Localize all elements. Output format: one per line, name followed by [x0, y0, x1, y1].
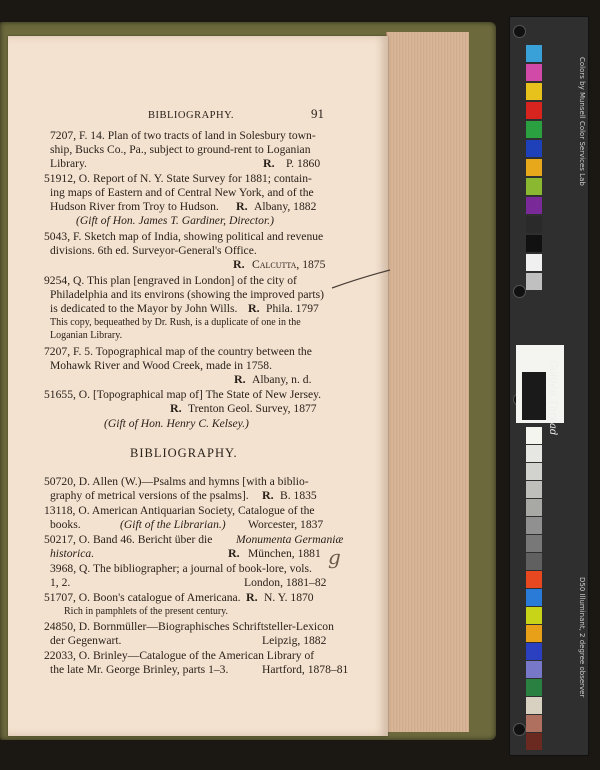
entry-imprint: Phila. 1797 [266, 302, 319, 315]
entry-line: graphy of metrical versions of the psalms]. [50, 489, 249, 502]
entry-line-italic: historica. [50, 547, 95, 560]
entry-line: is dedicated to the Mayor by John Wills. [50, 302, 238, 315]
section-title: BIBLIOGRAPHY. [130, 446, 238, 460]
entry-line: 3968, Q. The bibliographer; a journal of book-lore, vols. [50, 562, 312, 575]
entry-line: Mohawk River and Wood Creek, made in 1758. [50, 359, 272, 372]
color-swatch [526, 216, 542, 233]
entry-line: Philadelphia and its environs (showing the improved parts) [50, 288, 325, 301]
r-mark: R. [234, 372, 246, 386]
color-swatch [526, 178, 542, 195]
entry-line: Hudson River from Troy to Hudson. [50, 200, 219, 213]
entry-line: 1, 2. [50, 576, 71, 589]
running-head: BIBLIOGRAPHY. [148, 110, 234, 121]
registration-dot [513, 723, 526, 736]
entry-line: ship, Bucks Co., Pa., subject to ground-rent to Loganian [50, 143, 311, 156]
gift-note: (Gift of Hon. Henry C. Kelsey.) [104, 417, 249, 430]
page-number: 91 [311, 106, 324, 121]
book-page [8, 36, 388, 736]
color-swatch [526, 589, 542, 606]
entry-imprint: Leipzig, 1882 [262, 634, 327, 647]
page-edges [386, 32, 469, 732]
color-swatch [526, 273, 542, 290]
entry-imprint: Hartford, 1878–81 [262, 663, 349, 676]
entry-imprint: P. 1860 [286, 157, 321, 170]
entry-line: Library. [50, 157, 87, 170]
gift-note: (Gift of the Librarian.) [120, 518, 226, 531]
color-swatch [526, 140, 542, 157]
golden-thread-label: Golden Thread [547, 360, 558, 436]
entry-line: 7207, F. 5. Topographical map of the country between the [44, 345, 312, 358]
checker-side-text: D50 Illuminant, 2 degree observer [578, 577, 586, 698]
entry-note: Rich in pamphlets of the present century. [64, 606, 229, 617]
entry-line: 5043, F. Sketch map of India, showing political and revenue [44, 230, 324, 243]
color-swatch [526, 517, 542, 534]
entry-line: 50217, O. Band 46. Bericht über die [44, 533, 213, 546]
entry-imprint: Worcester, 1837 [248, 518, 324, 531]
entry-imprint: Calcutta, 1875 [252, 258, 326, 271]
r-mark: R. [236, 199, 248, 213]
entry-line: 24850, D. Bornmüller—Biographisches Schriftsteller-Lexicon [44, 620, 334, 633]
color-swatch [526, 45, 542, 62]
r-mark: R. [263, 156, 275, 170]
entry-imprint: London, 1881–82 [244, 576, 327, 589]
color-swatch [526, 235, 542, 252]
entry-note: Loganian Library. [50, 330, 123, 341]
entry-line: 13118, O. American Antiquarian Society, Catalogue of the [44, 504, 315, 517]
color-swatch [526, 661, 542, 678]
color-swatch [526, 481, 542, 498]
entry-imprint: B. 1835 [280, 489, 317, 502]
entry-line: 51912, O. Report of N. Y. State Survey for 1881; contain- [44, 172, 312, 185]
entry-line: 9254, Q. This plan [engraved in London] of the city of [44, 274, 297, 287]
entry-line: books. [50, 518, 81, 531]
entry-note: This copy, bequeathed by Dr. Rush, is a duplicate of one in the [50, 317, 301, 328]
entry-imprint: Albany, 1882 [254, 200, 317, 213]
entry-line: 50720, D. Allen (W.)—Psalms and hymns [with a biblio- [44, 475, 309, 488]
r-mark: R. [262, 488, 274, 502]
color-swatch [526, 121, 542, 138]
entry-line: the late Mr. George Brinley, parts 1–3. [50, 663, 229, 676]
color-swatch [526, 697, 542, 714]
color-swatch [526, 499, 542, 516]
entry-line: 22033, O. Brinley—Catalogue of the American Library of [44, 649, 315, 662]
entry-line: der Gegenwart. [50, 634, 122, 647]
color-swatch [526, 643, 542, 660]
entry-imprint: München, 1881 [248, 547, 321, 560]
color-swatch [526, 463, 542, 480]
entry-imprint: Albany, n. d. [252, 373, 312, 386]
r-mark: R. [170, 401, 182, 415]
color-swatch [526, 102, 542, 119]
color-swatch [526, 571, 542, 588]
entry-line: 7207, F. 14. Plan of two tracts of land in Solesbury town- [50, 129, 316, 142]
color-swatch [526, 553, 542, 570]
color-swatch [526, 535, 542, 552]
color-swatch [526, 64, 542, 81]
color-swatch [526, 715, 542, 732]
color-swatch [526, 83, 542, 100]
entry-line: ing maps of Eastern and of Central New York, and of the [50, 186, 314, 199]
r-mark: R. [228, 546, 240, 560]
entry-line: 51707, O. Boon's catalogue of Americana. [44, 591, 241, 604]
gift-note: (Gift of Hon. James T. Gardiner, Director.) [76, 214, 274, 227]
color-swatch [526, 625, 542, 642]
entry-imprint: Trenton Geol. Survey, 1877 [188, 402, 317, 415]
r-mark: R. [246, 590, 258, 604]
r-mark: R. [233, 257, 245, 271]
color-swatch [526, 733, 542, 750]
color-swatch [526, 679, 542, 696]
r-mark: R. [248, 301, 260, 315]
color-swatch [526, 197, 542, 214]
registration-dot [513, 25, 526, 38]
entry-line-italic: Monumenta Germaniæ [236, 533, 344, 546]
checker-side-text: Colors by Munsell Color Services Lab [578, 57, 586, 186]
pencil-mark [330, 268, 392, 290]
color-swatch [526, 159, 542, 176]
margin-note: g [328, 545, 341, 569]
entry-line: divisions. 6th ed. Surveyor-General's Office. [50, 244, 257, 257]
entry-line: 51655, O. [Topographical map of] The State of New Jersey. [44, 388, 322, 401]
registration-dot [513, 285, 526, 298]
entry-imprint: N. Y. 1870 [264, 591, 314, 604]
color-swatch [526, 254, 542, 271]
color-swatch [526, 607, 542, 624]
